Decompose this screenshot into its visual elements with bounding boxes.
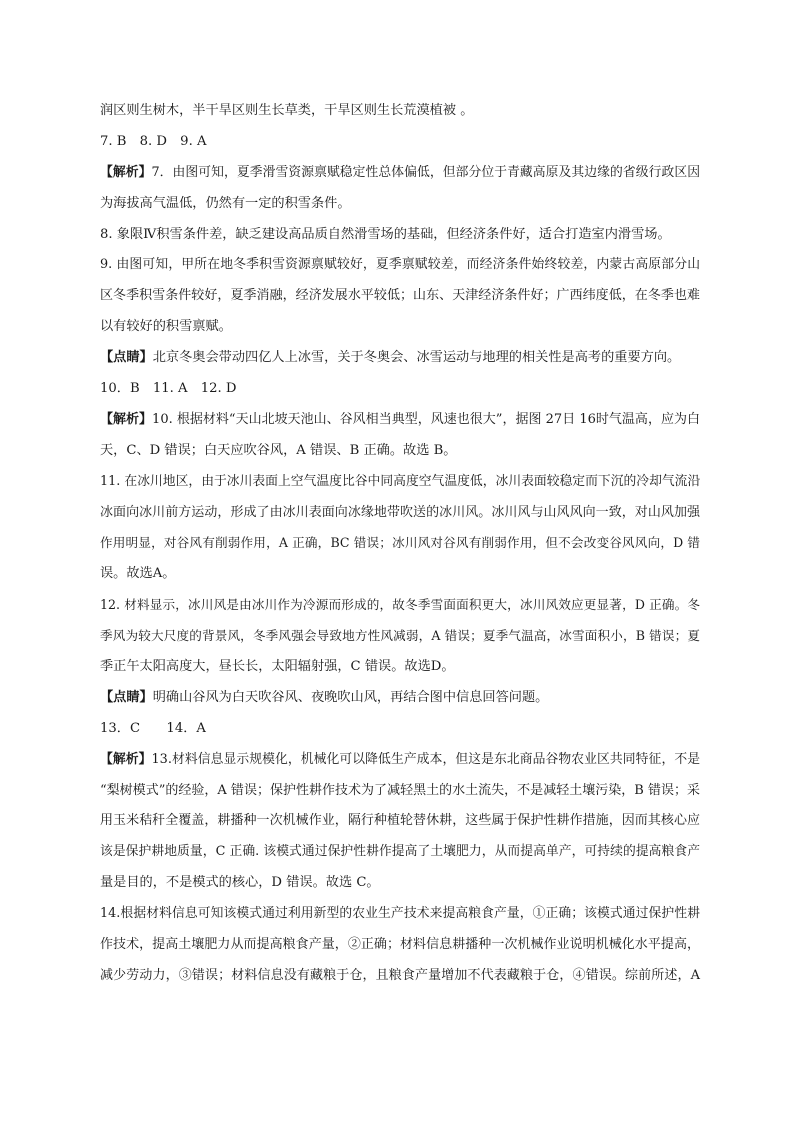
- line-text: 用玉米秸秆全覆盖，耕播种一次机械作业，隔行种植轮替休耕，这些属于保护性耕作措施，因而其核心应: [100, 813, 700, 829]
- text-line: [100, 714, 700, 745]
- text-line: [100, 961, 700, 992]
- text-line: [100, 528, 700, 559]
- text-line: [100, 281, 700, 312]
- text-line: [100, 250, 700, 281]
- text-line: [100, 837, 700, 868]
- line-text: 以有较好的积雪禀赋。: [100, 319, 232, 335]
- line-text: 北京冬奥会带动四亿人上冰雪，关于冬奥会、冰雪运动与地理的相关性是高考的重要方向。: [152, 350, 681, 366]
- text-line: [100, 776, 700, 807]
- text-line: [100, 189, 700, 220]
- text-line: [100, 436, 700, 467]
- line-text: 区冬季积雪条件较好，夏季消融，经济发展水平较低；山东、天津经济条件好；广西纬度低，在冬季也难: [100, 288, 700, 304]
- text-line: [100, 868, 700, 899]
- line-text: 季正午太阳高度大，昼长长，太阳辐射强，C 错误。故选D。: [100, 659, 455, 675]
- line-text: 作用明显，对谷风有削弱作用，A 正确，BC 错误；冰川风对谷风有削弱作用，但不会改变谷风风向，D 错: [100, 535, 700, 551]
- text-line: [100, 220, 700, 251]
- line-text: 该是保护耕地质量，C 正确. 该模式通过保护性耕作提高了土壤肥力，从而提高单产，可持续的提高粮食产: [100, 844, 700, 860]
- text-line: [100, 621, 700, 652]
- section-tag: 【解析】: [100, 751, 152, 767]
- line-text: 13.材料信息显示规模化，机械化可以降低生产成本，但这是东北商品谷物农业区共同特征，不是: [151, 751, 700, 767]
- line-text: 14.根据材料信息可知该模式通过利用新型的农业生产技术来提高粮食产量，①正确；该模式通过保护性耕: [100, 906, 700, 922]
- line-text: 9. 由图可知，甲所在地冬季积雪资源禀赋较好，夏季禀赋较差，而经济条件始终较差，内蒙古高原部分山: [100, 257, 700, 273]
- line-text: 12. 材料显示，冰川风是由冰川作为冷源而形成的，故冬季雪面面积更大，冰川风效应更显著，D 正确。冬: [100, 597, 700, 613]
- line-text: 误。故选A。: [100, 566, 176, 582]
- section-tag: 【点睛】: [100, 350, 153, 366]
- text-line: [100, 374, 700, 405]
- line-text: 冰面向冰川前方运动，形成了由冰川表面向冰缘地带吹送的冰川风。冰川风与山风风向一致，对山风加强: [100, 504, 700, 520]
- text-line: [100, 652, 700, 683]
- line-text: “梨树模式”的经验，A 错误；保护性耕作技术为了减轻黑土的水土流失，不是减轻土壤污染，B 错误；采: [100, 782, 700, 798]
- line-text: 润区则生树木，半干旱区则生长草类，干旱区则生长荒漠植被 。: [100, 103, 474, 118]
- section-tag: 【点睛】: [100, 689, 153, 705]
- text-line: [100, 343, 700, 374]
- line-text: 8. 象限Ⅳ积雪条件差，缺乏建设高品质自然滑雪场的基础，但经济条件好，适合打造室内滑雪场。: [100, 226, 671, 242]
- text-line: [100, 498, 700, 529]
- text-line: [100, 683, 700, 714]
- text-line: [100, 127, 700, 158]
- line-text: 天，C、D 错误；白天应吹谷风，A 错误、B 正确。故选 B。: [100, 442, 457, 458]
- line-text: 明确山谷风为白天吹谷风、夜晚吹山风，再结合图中信息回答问题。: [152, 689, 549, 705]
- text-line: [100, 96, 700, 127]
- line-text: 13．C 14．A: [100, 720, 206, 736]
- line-text: 减少劳动力，③错误；材料信息没有藏粮于仓，且粮食产量增加不代表藏粮于仓，④错误。综前所述，A: [100, 967, 700, 983]
- section-tag: 【解析】: [100, 411, 153, 427]
- line-text: 7. B 8. D 9. A: [100, 133, 207, 149]
- section-tag: 【解析】: [100, 164, 152, 180]
- line-text: 11. 在冰川地区，由于冰川表面上空气温度比谷中同高度空气温度低，冰川表面较稳定而下沉的冷却气流沿: [100, 473, 701, 489]
- text-line: [100, 312, 700, 343]
- text-line: [100, 930, 700, 961]
- document-body: [100, 96, 700, 992]
- line-text: 为海拔高气温低，仍然有一定的积雪条件。: [100, 195, 351, 211]
- text-line: [100, 158, 700, 189]
- text-line: [100, 899, 700, 930]
- text-line: [100, 559, 700, 590]
- line-text: 10．B 11. A 12. D: [100, 381, 237, 397]
- line-text: 作技术，提高土壤肥力从而提高粮食产量，②正确；材料信息耕播种一次机械作业说明机械化水平提高，: [100, 937, 700, 953]
- text-line: [100, 745, 700, 776]
- line-text: 量是目的，不是模式的核心，D 错误。故选 C。: [100, 875, 380, 891]
- text-line: [100, 467, 700, 498]
- line-text: 7．由图可知，夏季滑雪资源禀赋稳定性总体偏低，但部分位于青藏高原及其边缘的省级行政区因: [151, 164, 700, 180]
- text-line: [100, 806, 700, 837]
- line-text: 10. 根据材料“天山北坡天池山、谷风相当典型，风速也很大”，据图 27日 16时气温高，应为白: [152, 411, 700, 427]
- text-line: [100, 405, 700, 436]
- text-line: [100, 590, 700, 621]
- line-text: 季风为较大尺度的背景风，冬季风强会导致地方性风减弱，A 错误；夏季气温高，冰雪面积小，B 错误；夏: [100, 628, 700, 644]
